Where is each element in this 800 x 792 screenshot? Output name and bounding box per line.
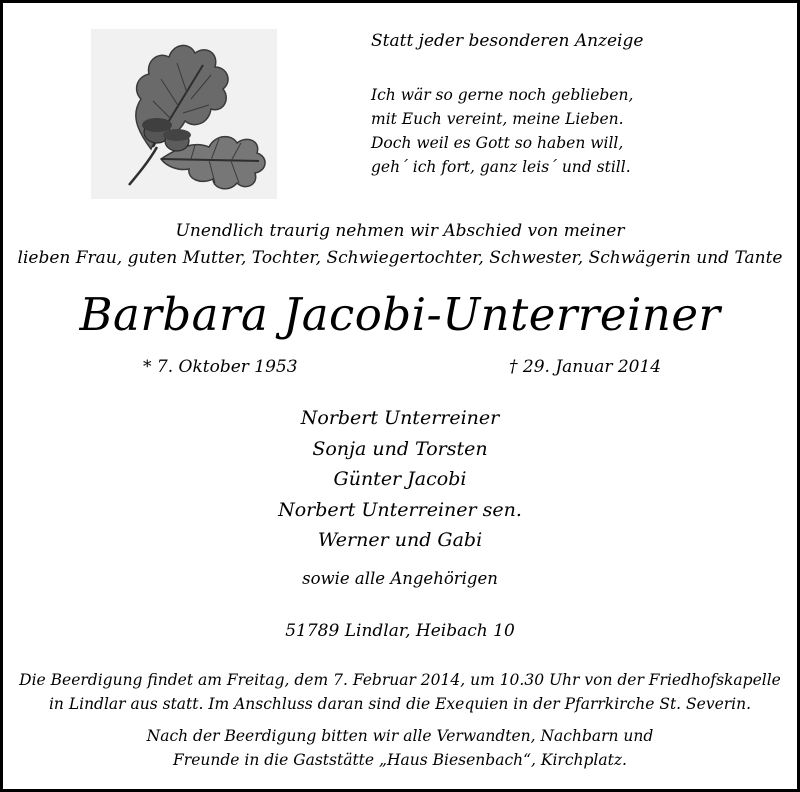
family-address: 51789 Lindlar, Heibach 10 xyxy=(285,621,515,641)
mourner-name: Günter Jacobi xyxy=(333,468,467,490)
poem-line: mit Euch vereint, meine Lieben. xyxy=(371,110,624,128)
reception-info xyxy=(3,724,797,772)
reception-line: Nach der Beerdigung bitten wir alle Verwandten, Nachbarn und xyxy=(146,727,654,745)
death-date: † 29. Januar 2014 xyxy=(509,357,662,377)
funeral-line: Die Beerdigung findet am Freitag, dem 7. Februar 2014, um 10.30 Uhr von der Friedhofskapelle xyxy=(19,671,781,689)
mourner-name: Norbert Unterreiner sen. xyxy=(278,498,522,521)
mourner-name: Sonja und Torsten xyxy=(312,437,488,460)
deceased-name: Barbara Jacobi-Unterreiner xyxy=(79,288,721,341)
notice-heading: Statt jeder besonderen Anzeige xyxy=(371,31,644,51)
funeral-info xyxy=(3,668,797,716)
birth-date: * 7. Oktober 1953 xyxy=(143,357,298,377)
intro-line: lieben Frau, guten Mutter, Tochter, Schwiegertochter, Schwester, Schwägerin und Tante xyxy=(17,248,783,268)
poem-line: geh´ ich fort, ganz leis´ und still. xyxy=(371,158,631,176)
oak-leaf-acorn-icon xyxy=(91,29,277,199)
mourner-name: Norbert Unterreiner xyxy=(300,407,500,429)
intro-line: Unendlich traurig nehmen wir Abschied von meiner xyxy=(175,221,625,241)
intro-text xyxy=(3,218,797,272)
header-text xyxy=(371,29,771,179)
poem-line: Doch weil es Gott so haben will, xyxy=(371,134,624,152)
reception-line: Freunde in die Gaststätte „Haus Biesenbach“, Kirchplatz. xyxy=(173,751,627,769)
funeral-line: in Lindlar aus statt. Im Anschluss daran sind die Exequien in der Pfarrkirche St. Severin. xyxy=(48,695,752,713)
mourners-list xyxy=(3,403,797,556)
memorial-poem xyxy=(371,83,771,179)
mourner-name: Werner und Gabi xyxy=(317,529,483,551)
poem-line: Ich wär so gerne noch geblieben, xyxy=(371,86,634,104)
relatives-line: sowie alle Angehörigen xyxy=(302,569,498,588)
